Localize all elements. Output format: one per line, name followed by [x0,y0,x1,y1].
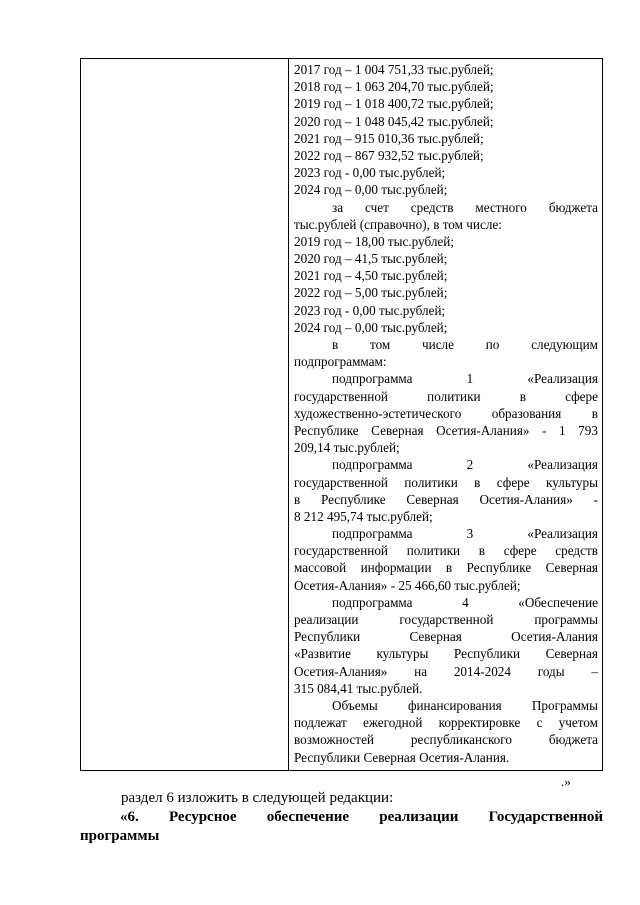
word: Программы [531,697,598,713]
financing-note [294,697,598,714]
word: Северная [545,646,598,662]
word: корректировке [438,715,521,731]
word: ежегодной [363,715,423,731]
subprogram-1 [294,405,598,422]
section-heading [80,808,603,846]
word: государственной [399,612,494,627]
subprogram-4 [294,611,598,628]
word: по [485,337,500,352]
word: средств [555,543,598,559]
word: Осетия-Алания» [436,422,530,438]
word: художественно-эстетического [294,405,462,421]
word: 2 [466,457,474,473]
financing-note [294,714,598,731]
word: сфере [503,543,537,559]
word: 2014-2024 [453,663,511,679]
heading-word: обеспечение [266,809,350,825]
word: возможностей [294,732,374,748]
subprogram-1: 209,14 тыс.рублей; [294,440,400,456]
word: сфере [496,474,530,490]
year-line: 2019 год – 1 018 400,72 тыс.рублей; [294,96,494,112]
subprograms-intro-cont: подпрограммам: [294,354,387,370]
year-line: 2017 год – 1 004 751,33 тыс.рублей; [294,62,494,77]
word: «Развитие [294,646,351,662]
heading-word: Государственной [488,809,603,825]
financing-note [294,731,598,748]
year-line: 2022 год – 867 932,52 тыс.рублей; [294,147,484,163]
word: политики [406,543,461,559]
word: подпрограмма [332,526,413,542]
subprogram-2 [294,456,598,473]
word: счет [365,199,389,215]
subprogram-4 [294,645,598,662]
local-budget-intro-cont: тыс.рублей (справочно), в том числе: [294,216,502,232]
word: Северная [545,560,598,576]
word: Северная [409,629,462,645]
financing-cell [294,61,598,766]
word: том [369,337,391,352]
word: подпрограмма [332,594,413,610]
word: программы [534,612,598,627]
word: Осетия-Алания [511,629,598,645]
word: 4 [462,594,469,610]
word: в [591,405,598,421]
word: на [414,663,428,679]
word: Северная [406,491,459,507]
local-year-line: 2023 год - 0,00 тыс.рублей; [294,302,446,318]
word: Республики [294,629,361,645]
word: бюджета [548,732,598,748]
word: Республики [453,646,521,662]
subprograms-intro [294,336,598,353]
word: средств [410,199,454,215]
word: - [593,491,598,507]
word: культуры [546,474,598,490]
subprogram-4 [294,663,598,680]
heading-word: Ресурсное [168,809,237,825]
word: Осетия-Алания» [294,663,388,679]
word: - [542,422,547,438]
subprogram-4 [294,594,598,611]
financing-note: Республики Северная Осетия-Алания. [294,749,510,765]
word: образования [491,405,562,421]
word: финансирования [407,697,502,713]
subprogram-4: 315 084,41 тыс.рублей. [294,680,423,696]
heading-word: «6. [120,809,139,825]
word: в [332,337,339,352]
subprogram-1 [294,388,598,405]
local-year-line: 2024 год – 0,00 тыс.рублей; [294,319,448,335]
year-line: 2021 год – 915 010,36 тыс.рублей; [294,130,484,146]
word: в [445,560,453,576]
word: следующим [531,337,598,352]
amendment-instruction: раздел 6 изложить в следующей редакции: [121,790,394,806]
word: массовой [294,560,347,576]
subprogram-2 [294,491,598,508]
word: «Реализация [527,526,598,542]
local-budget-intro [294,199,598,216]
word: в [474,474,481,490]
heading-line-2: программы [80,828,160,844]
word: государственной [294,474,388,490]
subprogram-3 [294,542,598,559]
year-line: 2024 год – 0,00 тыс.рублей; [294,182,448,198]
table-column-divider [288,58,289,771]
local-year-line: 2022 год – 5,00 тыс.рублей; [294,285,448,301]
word: в [294,491,301,507]
heading-word: реализации [379,809,459,825]
word: Республике [320,491,386,507]
word: политики [404,474,458,490]
word: республиканского [410,732,512,748]
word: культуры [376,646,429,662]
word: местного [475,199,527,215]
word: за [332,199,344,215]
subprogram-1 [294,422,598,439]
word: подлежат [294,715,347,731]
word: государственной [294,388,388,404]
word: в [478,543,486,559]
word: сфере [565,388,598,404]
word: государственной [294,543,388,559]
word: 1 [559,422,566,438]
word: подпрограмма [332,371,413,387]
subprogram-2: 8 212 495,74 тыс.рублей; [294,508,433,524]
word: Объемы [332,697,378,713]
word: бюджета [548,199,598,215]
word: 3 [466,526,474,542]
year-line: 2023 год - 0,00 тыс.рублей; [294,165,446,181]
word: Республике [466,560,532,576]
word: учетом [558,715,598,731]
word: Осетия-Алания» [479,491,573,507]
word: Северная [371,422,424,438]
word: – [591,663,598,679]
local-year-line: 2020 год – 41,5 тыс.рублей; [294,251,448,267]
word: в [519,388,526,404]
word: Республике [294,422,359,438]
subprogram-3: Осетия-Алания» - 25 466,60 тыс.рублей; [294,577,521,593]
subprogram-2 [294,474,598,491]
word: политики [427,388,481,404]
word: подпрограмма [332,457,413,473]
closing-quote: .» [561,774,571,789]
subprogram-3 [294,525,598,542]
word: «Реализация [527,371,598,387]
word: «Реализация [527,457,598,473]
word: 1 [466,371,474,387]
local-year-line: 2021 год – 4,50 тыс.рублей; [294,268,448,284]
subprogram-1 [294,370,598,387]
year-line: 2018 год – 1 063 204,70 тыс.рублей; [294,79,494,95]
subprogram-4 [294,628,598,645]
word: годы [537,663,565,679]
word: «Обеспечение [518,594,598,610]
word: с [536,715,543,731]
word: реализации [294,612,359,627]
word: числе [422,337,454,352]
year-line: 2020 год – 1 048 045,42 тыс.рублей; [294,113,494,129]
word: информации [360,560,432,576]
local-year-line: 2019 год – 18,00 тыс.рублей; [294,233,454,249]
subprogram-3 [294,559,598,576]
word: 793 [578,422,598,438]
